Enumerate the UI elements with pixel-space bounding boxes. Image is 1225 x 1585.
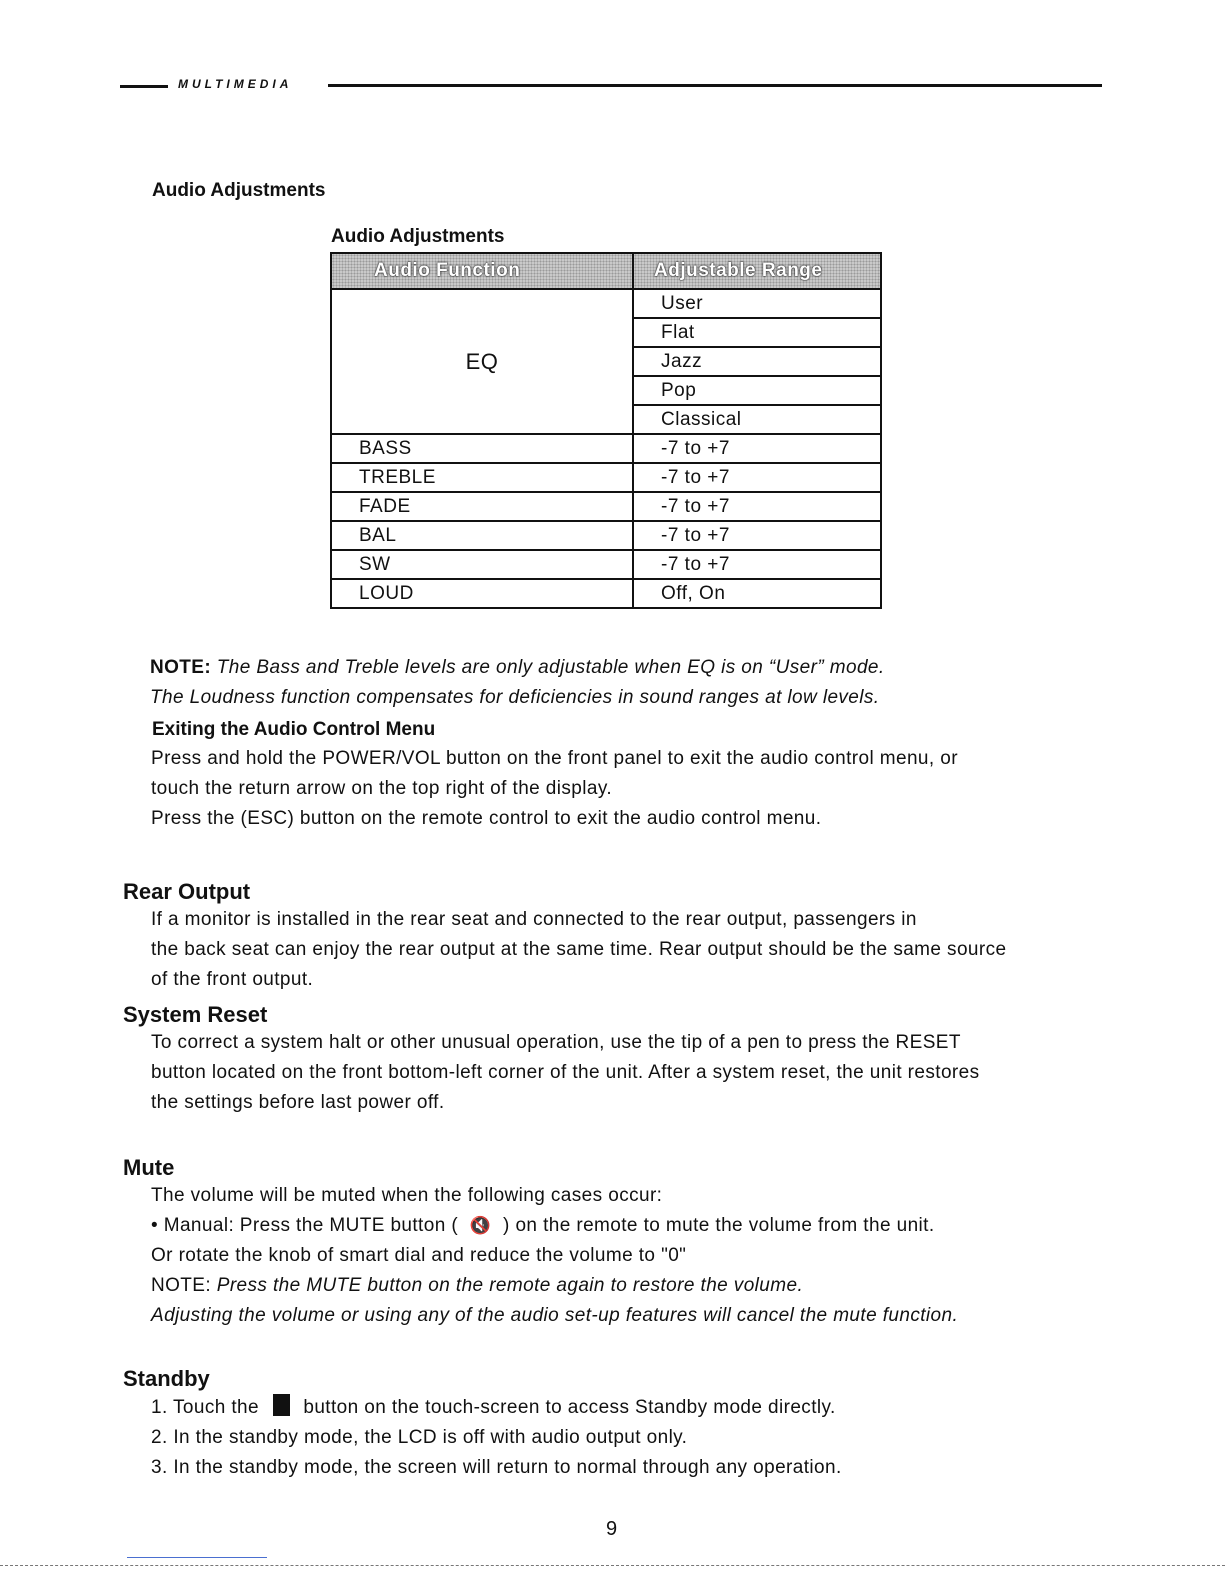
rear-output-paragraph [151,905,1006,995]
paragraph-line: the back seat can enjoy the rear output at the same time. Rear output should be the same source [151,939,1007,960]
table-row [331,550,881,579]
standby-paragraph [151,1393,842,1483]
exiting-paragraph [151,744,958,834]
table-row [331,434,881,463]
exiting-heading: Exiting the Audio Control Menu [152,719,436,740]
audio-adjustments-heading: Audio Adjustments [152,180,326,201]
mute-paragraph [151,1181,958,1331]
footer-link-rule [127,1557,267,1558]
paragraph-line [151,1393,842,1423]
range-cell: -7 to +7 [633,550,881,579]
eq-range-cell: Classical [633,405,881,434]
paragraph-line: Press and hold the POWER/VOL button on the front panel to exit the audio control menu, or [151,748,958,769]
note-line-2: The Loudness function compensates for deficiencies in sound ranges at low levels. [150,687,880,708]
function-cell: LOUD [331,579,633,608]
paragraph-line: touch the return arrow on the top right of the display. [151,778,613,799]
header-rule-left [120,85,168,88]
system-reset-paragraph [151,1028,980,1118]
function-cell: BAL [331,521,633,550]
audio-adjustments-table [330,252,882,609]
standby-heading: Standby [123,1366,210,1391]
mute-heading: Mute [123,1155,175,1180]
table-row [331,521,881,550]
paragraph-line: Or rotate the knob of smart dial and reduce the volume to "0" [151,1245,687,1266]
paragraph-line: The volume will be muted when the following cases occur: [151,1185,663,1206]
paragraph-line: button located on the front bottom-left corner of the unit. After a system reset, the unit restores [151,1062,980,1083]
mute-icon: 🔇 [469,1216,492,1235]
step-text: 1. Touch the [151,1397,259,1418]
footer-rule [0,1565,1225,1566]
page-number: 9 [606,1518,618,1540]
table-row [331,579,881,608]
eq-function-cell: EQ [331,289,633,434]
paragraph-line [151,1271,958,1301]
paragraph-line: To correct a system halt or other unusual operation, use the tip of a pen to press the RESET [151,1032,961,1053]
function-cell: BASS [331,434,633,463]
header-rule-right [328,84,1102,87]
range-cell: -7 to +7 [633,521,881,550]
manual-text-end: ) on the remote to mute the volume from the unit. [503,1215,935,1236]
manual-text: • Manual: Press the MUTE button ( [151,1215,459,1236]
paragraph-line: the settings before last power off. [151,1092,445,1113]
function-cell: TREBLE [331,463,633,492]
table-row [331,463,881,492]
standby-button-icon [273,1394,290,1416]
paragraph-line: Adjusting the volume or using any of the audio set-up features will cancel the mute function. [151,1305,959,1326]
range-cell: -7 to +7 [633,434,881,463]
header-label: MULTIMEDIA [178,77,293,91]
eq-range-cell: Jazz [633,347,881,376]
audio-note [150,653,885,713]
range-cell: -7 to +7 [633,463,881,492]
column-header-function: Audio Function [331,253,633,289]
table-row [331,289,881,318]
function-cell: FADE [331,492,633,521]
eq-range-cell: User [633,289,881,318]
range-cell: Off, On [633,579,881,608]
step-text-end: button on the touch-screen to access Standby mode directly. [303,1397,836,1418]
note-text: The Bass and Treble levels are only adjustable when EQ is on “User” mode. [211,657,885,678]
paragraph-line: 2. In the standby mode, the LCD is off with audio output only. [151,1427,688,1448]
note-label: NOTE: [150,657,212,678]
eq-range-cell: Pop [633,376,881,405]
paragraph-line: 3. In the standby mode, the screen will return to normal through any operation. [151,1457,842,1478]
paragraph-line: Press the (ESC) button on the remote control to exit the audio control menu. [151,808,822,829]
note-label: NOTE: [151,1275,212,1296]
table-header-row [331,253,881,289]
paragraph-line: of the front output. [151,969,314,990]
note-text: Press the MUTE button on the remote again to restore the volume. [211,1275,804,1296]
column-header-range: Adjustable Range [633,253,881,289]
system-reset-heading: System Reset [123,1002,268,1027]
range-cell: -7 to +7 [633,492,881,521]
eq-range-cell: Flat [633,318,881,347]
rear-output-heading: Rear Output [123,879,251,904]
paragraph-line [151,1211,958,1241]
table-row [331,492,881,521]
paragraph-line: If a monitor is installed in the rear seat and connected to the rear output, passengers in [151,909,917,930]
function-cell: SW [331,550,633,579]
audio-table-title: Audio Adjustments [331,226,505,247]
